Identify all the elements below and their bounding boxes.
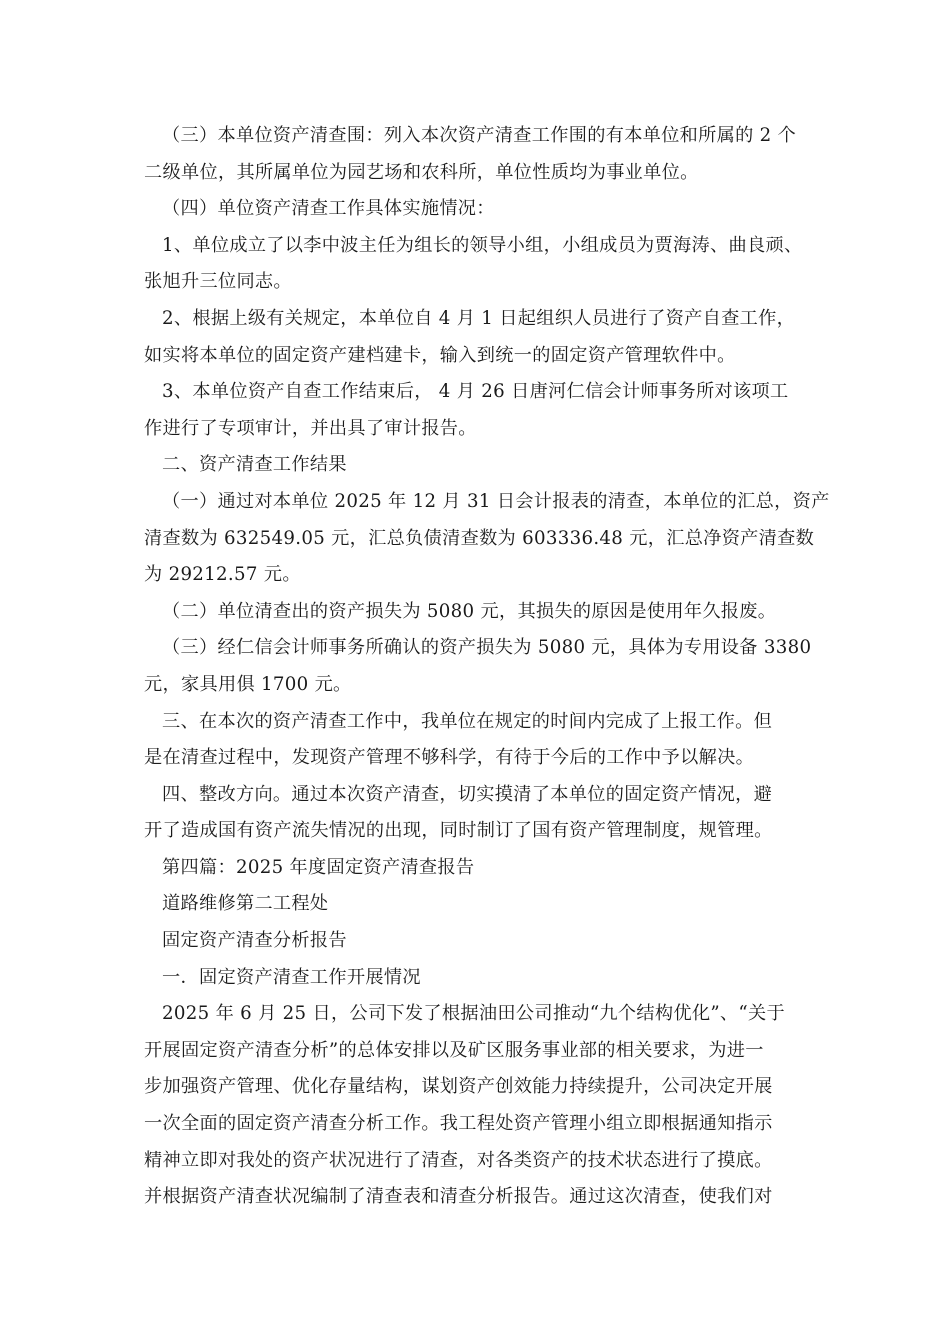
paragraph-line: 是在清查过程中，发现资产管理不够科学，有待于今后的工作中予以解决。 [144,747,755,769]
paragraph-line: 2、根据上级有关规定，本单位自 4 月 1 日起组织人员进行了资产自查工作， [162,307,796,329]
paragraph-line: 2025 年 6 月 25 日，公司下发了根据油田公司推动“九个结构优化”、“关于 [162,1003,785,1025]
paragraph-line: 开了造成国有资产流失情况的出现，同时制订了国有资产管理制度，规管理。 [144,820,773,842]
paragraph-line: 开展固定资产清查分析”的总体安排以及矿区服务事业部的相关要求，为进一 [144,1039,764,1061]
section-heading: 一．固定资产清查工作开展情况 [162,966,421,988]
paragraph-line: 为 29212.57 元。 [144,564,301,586]
paragraph-line: 精神立即对我处的资产状况进行了清查，对各类资产的技术状态进行了摸底。 [144,1149,773,1171]
paragraph-line: 三、在本次的资产清查工作中，我单位在规定的时间内完成了上报工作。但 [162,710,773,732]
paragraph-line: 二级单位，其所属单位为园艺场和农科所，单位性质均为事业单位。 [144,161,699,183]
paragraph-line: （三）经仁信会计师事务所确认的资产损失为 5080 元，具体为专用设备 3380 [162,637,812,659]
paragraph-line: 3、本单位资产自查工作结束后， 4 月 26 日唐河仁信会计师事务所对该项工 [162,381,789,403]
paragraph-line: 张旭升三位同志。 [144,271,292,293]
paragraph-line: 步加强资产管理、优化存量结构，谋划资产创效能力持续提升，公司决定开展 [144,1076,773,1098]
chapter-title: 第四篇：2025 年度固定资产清查报告 [162,856,475,878]
section-heading: 二、资产清查工作结果 [162,454,347,476]
paragraph-line: 清查数为 632549.05 元，汇总负债清查数为 603336.48 元，汇总净资产清查数 [144,527,815,549]
paragraph-line: （四）单位资产清查工作具体实施情况： [162,198,495,220]
paragraph-line: 作进行了专项审计，并出具了审计报告。 [144,417,477,439]
paragraph-line: （一）通过对本单位 2025 年 12 月 31 日会计报表的清查，本单位的汇总，资产 [162,490,830,512]
paragraph-line: （三）本单位资产清查围：列入本次资产清查工作围的有本单位和所属的 2 个 [162,125,797,146]
report-title: 固定资产清查分析报告 [162,930,347,952]
organization-name: 道路维修第二工程处 [162,893,329,915]
paragraph-line: （二）单位清查出的资产损失为 5080 元，其损失的原因是使用年久报废。 [162,600,777,622]
paragraph-line: 元，家具用俱 1700 元。 [144,673,352,695]
paragraph-line: 并根据资产清查状况编制了清查表和清查分析报告。通过这次清查，使我们对 [144,1186,773,1208]
paragraph-line: 1、单位成立了以李中波主任为组长的领导小组，小组成员为贾海涛、曲良顽、 [162,234,803,256]
paragraph-line: 四、整改方向。通过本次资产清查，切实摸清了本单位的固定资产情况，避 [162,783,773,805]
paragraph-line: 如实将本单位的固定资产建档建卡，输入到统一的固定资产管理软件中。 [144,344,736,366]
document-body [144,118,830,1216]
paragraph-line: 一次全面的固定资产清查分析工作。我工程处资产管理小组立即根据通知指示 [144,1113,773,1135]
